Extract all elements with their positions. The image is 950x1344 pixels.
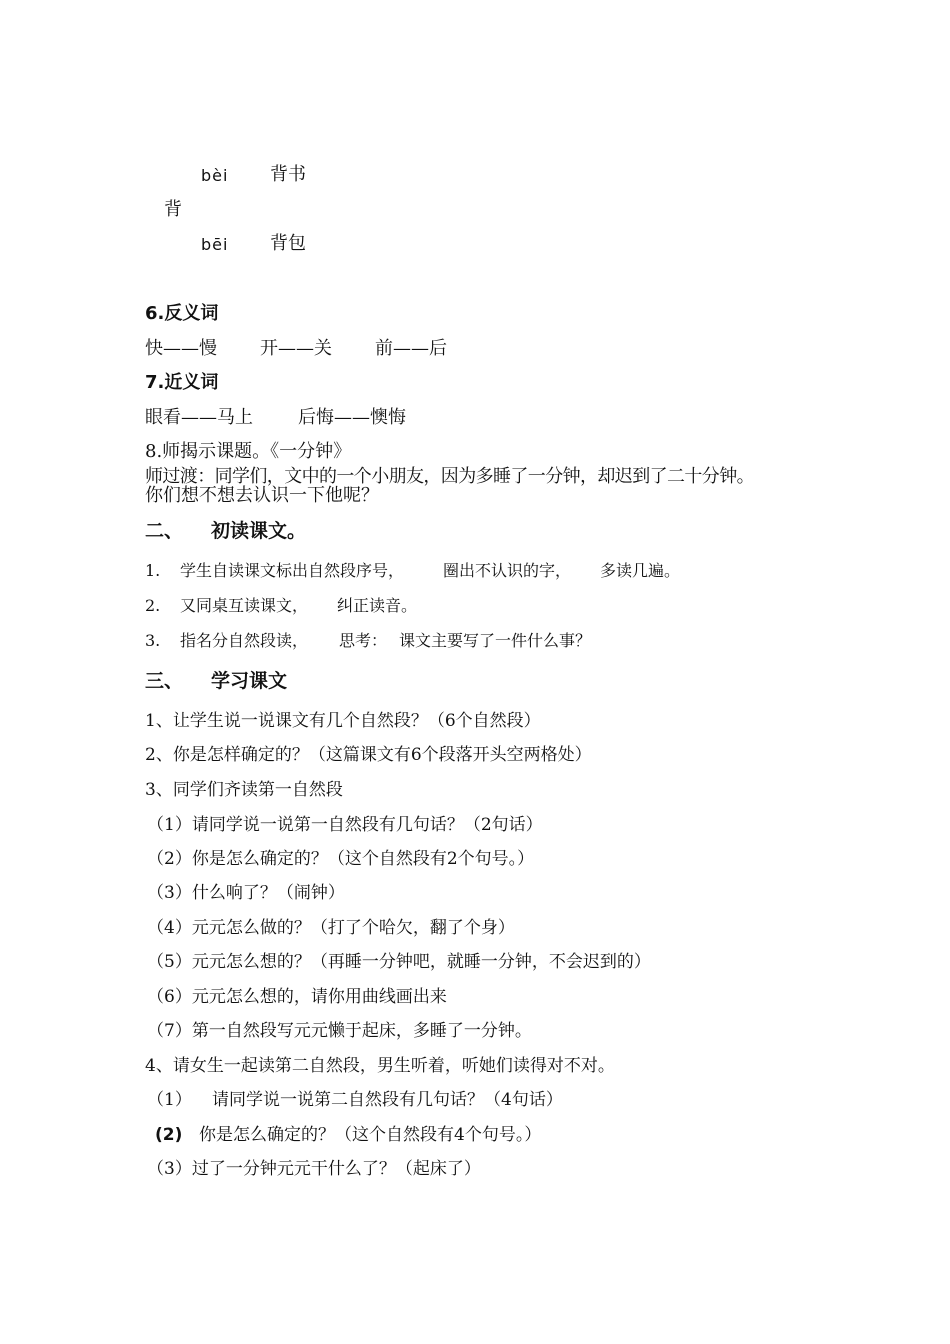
- section3-number: 三、: [145, 670, 184, 692]
- list-number: 3.: [145, 631, 161, 650]
- section2-number: 二、: [145, 520, 184, 542]
- lesson-line: （3）过了一分钟元元干什么了？（起床了）: [147, 1159, 481, 1179]
- pinyin-bei4: bèi: [201, 166, 229, 185]
- list-number: 2.: [145, 596, 161, 615]
- list-item-text: 圈出不认识的字，: [443, 561, 572, 580]
- lesson-line: （4）元元怎么做的？（打了个哈欠，翻了个身）: [147, 918, 515, 938]
- lesson-line: 3、同学们齐读第一自然段: [145, 780, 343, 800]
- transition-text: 师过渡：同学们，文中的一个小朋友，因为多睡了一分钟，却迟到了二十分钟。: [145, 466, 754, 487]
- lesson-line: 2、你是怎样确定的？（这篇课文有6个段落开头空两格处）: [145, 745, 592, 765]
- lesson-line-number: （1）: [147, 1090, 192, 1110]
- list-number: 1.: [145, 561, 161, 580]
- list-item-text: 又同桌互读课文，: [180, 596, 309, 615]
- synonyms-heading: 7.近义词: [145, 372, 219, 393]
- section3-title: 学习课文: [211, 670, 288, 692]
- lesson-line: （6）元元怎么想的，请你用曲线画出来: [147, 987, 447, 1007]
- antonym-pair: 快——慢: [145, 338, 217, 359]
- antonyms-heading: 6.反义词: [145, 303, 219, 324]
- word-beibao: 背包: [270, 233, 306, 254]
- list-item-text: 学生自读课文标出自然段序号，: [180, 561, 405, 580]
- lesson-line-number: (2): [155, 1125, 183, 1145]
- synonym-pair: 眼看——马上: [145, 407, 253, 428]
- lesson-line: （5）元元怎么想的？（再睡一分钟吧，就睡一分钟，不会迟到的）: [147, 952, 651, 972]
- section2-title: 初读课文。: [211, 520, 307, 542]
- list-item-text: 多读几遍。: [600, 561, 681, 580]
- transition-text: 你们想不想去认识一下他呢？: [145, 485, 379, 506]
- list-item-text: 思考：: [339, 631, 388, 650]
- lesson-line: （7）第一自然段写元元懒于起床，多睡了一分钟。: [147, 1021, 532, 1041]
- list-item-text: 指名分自然段读，: [180, 631, 309, 650]
- antonym-pair: 前——后: [375, 338, 447, 359]
- synonym-pair: 后悔——懊悔: [298, 407, 406, 428]
- lesson-line: 4、请女生一起读第二自然段，男生听着，听她们读得对不对。: [145, 1056, 615, 1076]
- polyphone-char: 背: [164, 199, 182, 220]
- lesson-line: 1、让学生说一说课文有几个自然段？（6个自然段）: [145, 711, 541, 731]
- lesson-line: （2）你是怎么确定的？（这个自然段有2个句号。）: [147, 849, 535, 869]
- pinyin-bei1: bēi: [201, 235, 229, 254]
- list-item-text: 纠正读音。: [337, 596, 418, 615]
- lesson-line: （3）什么响了？（闹钟）: [147, 883, 345, 903]
- lesson-line: 你是怎么确定的？（这个自然段有4个句号。）: [199, 1125, 542, 1145]
- word-beishu: 背书: [270, 164, 306, 185]
- lesson-line: 请同学说一说第二自然段有几句话？（4句话）: [212, 1090, 563, 1110]
- topic-line: 8.师揭示课题。《一分钟》: [145, 441, 352, 462]
- antonym-pair: 开——关: [260, 338, 332, 359]
- lesson-line: （1）请同学说一说第一自然段有几句话？（2句话）: [147, 815, 543, 835]
- list-item-text: 课文主要写了一件什么事？: [399, 631, 592, 650]
